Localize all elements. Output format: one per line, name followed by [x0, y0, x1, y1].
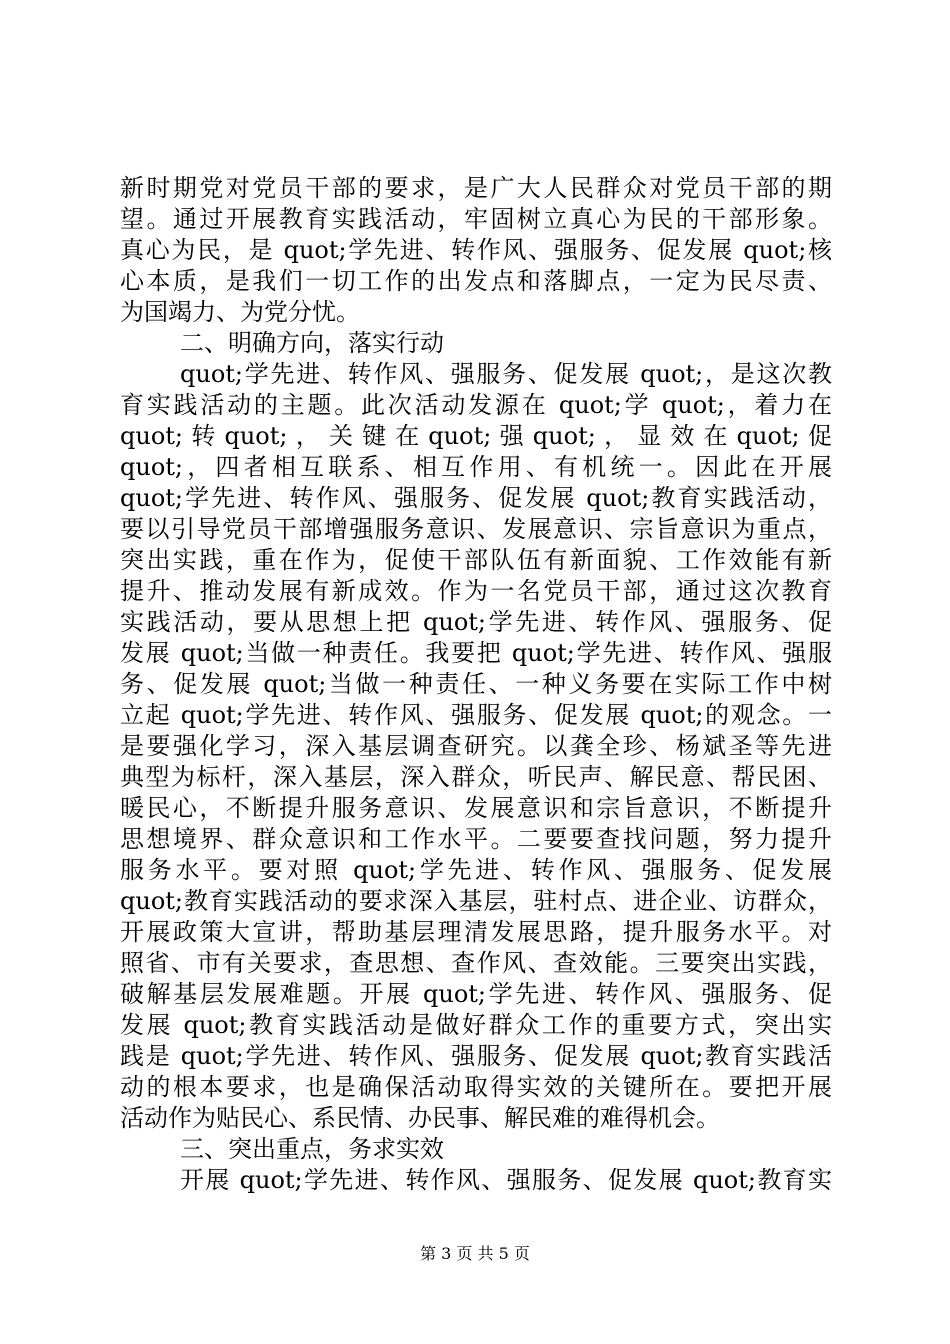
text-line: quot;教育实践活动的要求深入基层，驻村点、进企业、访群众，: [120, 887, 832, 915]
text-line: 望。通过开展教育实践活动，牢固树立真心为民的干部形象。: [120, 205, 832, 233]
text-line: 新时期党对党员干部的要求，是广大人民群众对党员干部的期: [120, 174, 832, 202]
text-line: 思想境界、群众意识和工作水平。二要要查找问题，努力提升: [120, 825, 832, 853]
text-line: 育实践活动的主题。此次活动发源在 quot;学 quot;，着力在: [120, 391, 832, 419]
page-number-label: 第 3 页 共 5 页: [420, 1244, 530, 1263]
text-line: 发展 quot;教育实践活动是做好群众工作的重要方式，突出实: [120, 1011, 832, 1039]
text-line: 心本质，是我们一切工作的出发点和落脚点，一定为民尽责、: [120, 267, 832, 295]
section-heading: 二、明确方向，落实行动: [180, 329, 444, 357]
text-line: 活动作为贴民心、系民情、办民事、解民难的难得机会。: [120, 1104, 720, 1132]
text-line: 照省、市有关要求，查思想、查作风、查效能。三要突出实践，: [120, 949, 832, 977]
text-line: 是要强化学习，深入基层调查研究。以龚全珍、杨斌圣等先进: [120, 732, 832, 760]
page-footer: [0, 1244, 950, 1264]
text-line: 服务水平。要对照 quot;学先进、转作风、强服务、促发展: [120, 856, 832, 884]
text-line: 践是 quot;学先进、转作风、强服务、促发展 quot;教育实践活: [120, 1042, 832, 1070]
document-body: [120, 173, 832, 1196]
text-line: quot; 转 quot; ， 关 键 在 quot; 强 quot; ， 显 效 在 quot; 促: [120, 422, 832, 450]
text-line: 务、促发展 quot;当做一种责任、一种义务要在实际工作中树: [120, 670, 832, 698]
text-line: 开展 quot;学先进、转作风、强服务、促发展 quot;教育实: [180, 1166, 832, 1194]
text-line: quot;学先进、转作风、强服务、促发展 quot;，是这次教: [180, 360, 832, 388]
text-line: 破解基层发展难题。开展 quot;学先进、转作风、强服务、促: [120, 980, 832, 1008]
text-line: 突出实践，重在作为，促使干部队伍有新面貌、工作效能有新: [120, 546, 832, 574]
text-line: 要以引导党员干部增强服务意识、发展意识、宗旨意识为重点，: [120, 515, 832, 543]
text-line: 真心为民，是 quot;学先进、转作风、强服务、促发展 quot;核: [120, 236, 832, 264]
text-line: 实践活动，要从思想上把 quot;学先进、转作风、强服务、促: [120, 608, 832, 636]
text-line: 典型为标杆，深入基层，深入群众，听民声、解民意、帮民困、: [120, 763, 832, 791]
text-line: quot;学先进、转作风、强服务、促发展 quot;教育实践活动，: [120, 484, 832, 512]
text-line: 为国竭力、为党分忧。: [120, 298, 360, 326]
text-line: 立起 quot;学先进、转作风、强服务、促发展 quot;的观念。一: [120, 701, 832, 729]
text-line: 暖民心，不断提升服务意识、发展意识和宗旨意识，不断提升: [120, 794, 832, 822]
text-line: quot;，四者相互联系、相互作用、有机统一。因此在开展: [120, 453, 832, 481]
text-line: 动的根本要求，也是确保活动取得实效的关键所在。要把开展: [120, 1073, 832, 1101]
text-line: 发展 quot;当做一种责任。我要把 quot;学先进、转作风、强服: [120, 639, 832, 667]
section-heading: 三、突出重点，务求实效: [180, 1135, 444, 1163]
text-line: 提升、推动发展有新成效。作为一名党员干部，通过这次教育: [120, 577, 832, 605]
text-line: 开展政策大宣讲，帮助基层理清发展思路，提升服务水平。对: [120, 918, 832, 946]
